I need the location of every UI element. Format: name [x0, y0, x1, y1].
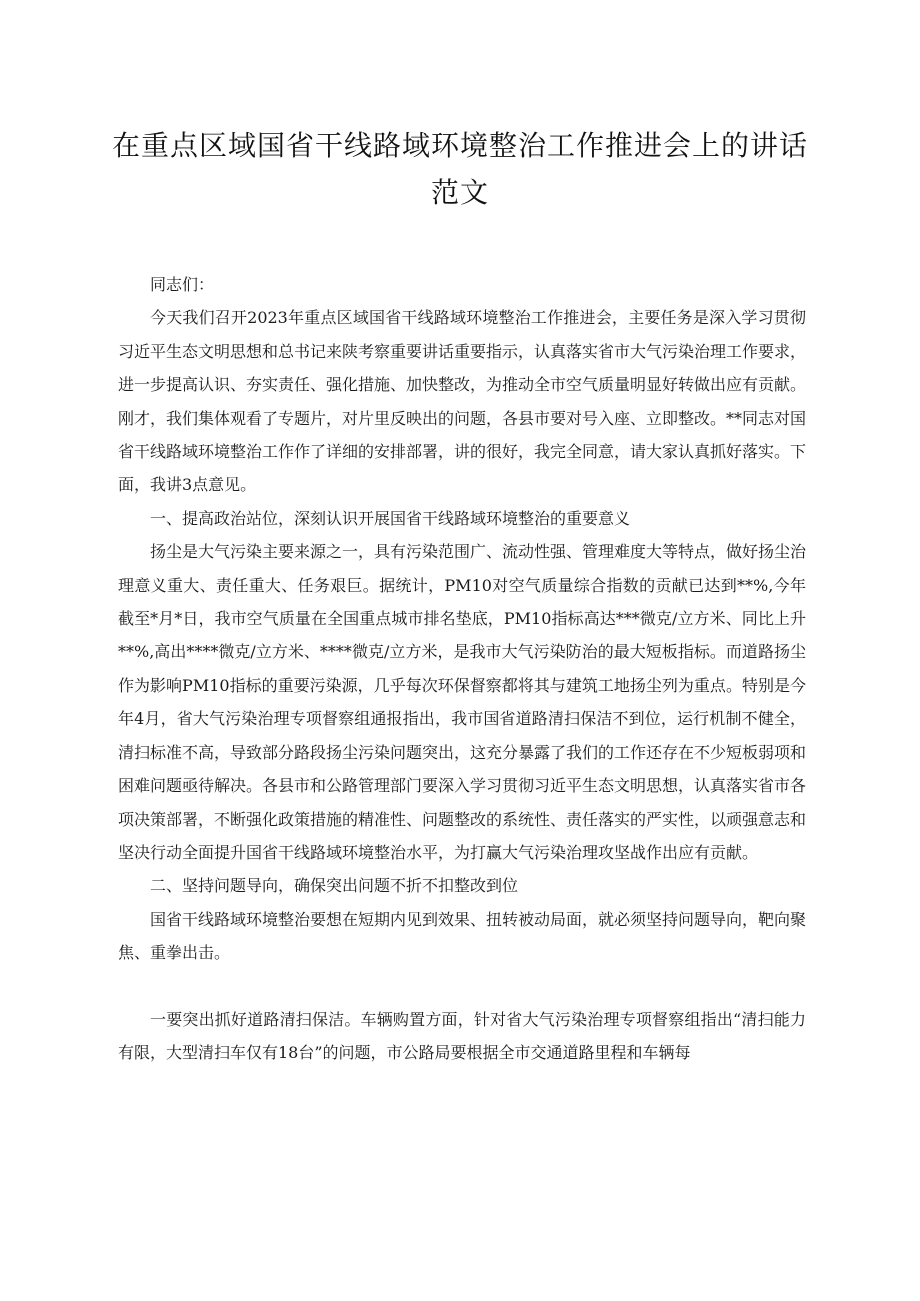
- title-line-2: 范文: [430, 176, 489, 209]
- salutation: 同志们：: [150, 275, 215, 294]
- paragraph-intro: 今天我们召开2023年重点区域国省干线路域环境整治工作推进会，主要任务是深入学习贯彻习近平生态文明思想和总书记来陕考察重要讲话重要指示，认真落实省市大气污染治理工作要求，进一步提高认识、夯实责任、强化措施、加快整改，为推动全市空气质量明显好转做出应有贡献。刚才，我们集体观看了专题片，对片里反映出的问题，各县市要对号入座、立即整改。**同志对国省干线路域环境整治工作作了详细的安排部署，讲的很好，我完全同意，请大家认真抓好落实。下面，我讲3点意见。: [118, 308, 807, 495]
- section-heading-2: 二、坚持问题导向，确保突出问题不折不扣整改到位: [150, 876, 519, 896]
- paragraph-section-1: 扬尘是大气污染主要来源之一，具有污染范围广、流动性强、管理难度大等特点，做好扬尘治理意义重大、责任重大、任务艰巨。据统计，PM10对空气质量综合指数的贡献已达到**%,今年截至*月*日，我市空气质量在全国重点城市排名垫底，PM10指标高达***微克/立方米、同比上升**%,高出****微克/立方米、****微克/立方米，是我市大气污染防治的最大短板指标。而道路扬尘作为影响PM10指标的重要污染源，几乎每次环保督察都将其与建筑工地扬尘列为重点。特别是今年4月，省大气污染治理专项督察组通报指出，我市国省道路清扫保洁不到位，运行机制不健全，清扫标准不高，导致部分路段扬尘污染问题突出，这充分暴露了我们的工作还存在不少短板弱项和困难问题亟待解决。各县市和公路管理部门要深入学习贯彻习近平生态文明思想，认真落实省市各项决策部署，不断强化政策措施的精准性、问题整改的系统性、责任落实的严实性，以顽强意志和坚决行动全面提升国省干线路域环境整治水平，为打赢大气污染治理攻坚战作出应有贡献。: [118, 542, 807, 862]
- section-heading-1: 一、提高政治站位，深刻认识开展国省干线路域环境整治的重要意义: [150, 508, 631, 528]
- title-line-1: 在重点区域国省干线路域环境整治工作推进会上的讲话: [111, 129, 808, 162]
- paragraph-item-1: 一要突出抓好道路清扫保洁。车辆购置方面，针对省大气污染治理专项督察组指出“清扫能力有限，大型清扫车仅有18台”的问题，市公路局要根据全市交通道路里程和车辆每: [118, 1009, 806, 1062]
- paragraph-section-2: 国省干线路域环境整治要想在短期内见到效果、扭转被动局面，就必须坚持问题导向，靶向聚焦、重拳出击。: [118, 909, 807, 963]
- document-body: [118, 268, 806, 1069]
- document-title: [110, 122, 810, 216]
